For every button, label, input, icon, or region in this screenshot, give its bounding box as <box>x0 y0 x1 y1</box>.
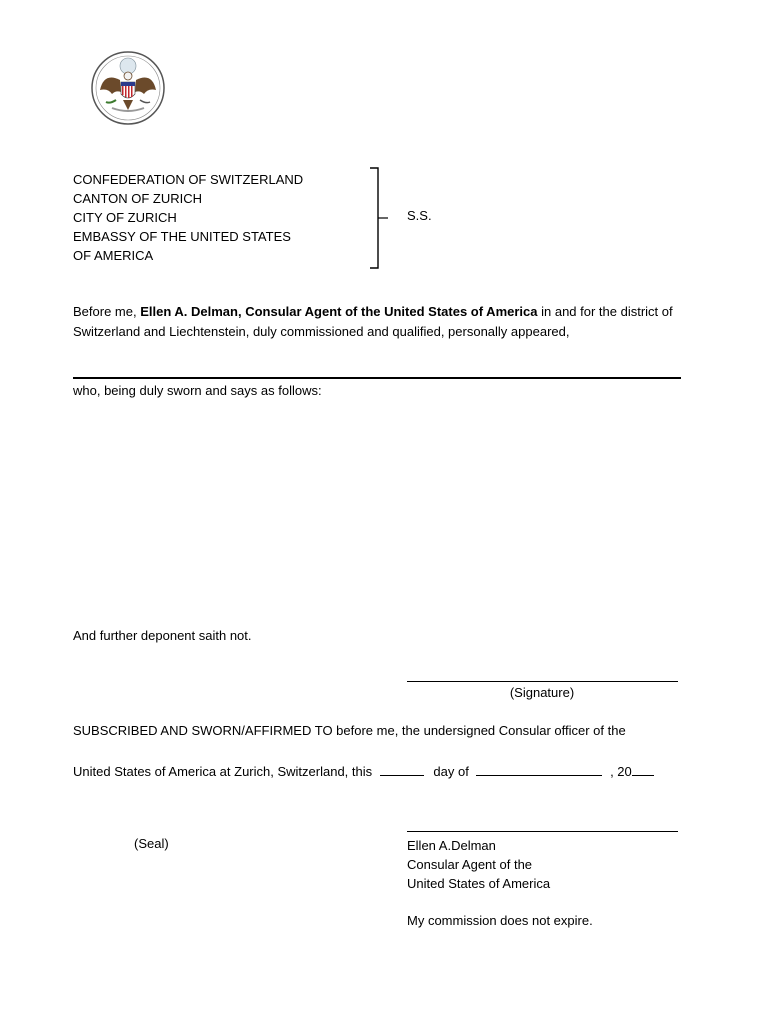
venue-line: EMBASSY OF THE UNITED STATES <box>73 229 291 244</box>
affiant-name-line[interactable] <box>73 377 681 379</box>
officer-name: Ellen A.Delman <box>407 838 496 853</box>
day-of-label: day of <box>433 764 469 779</box>
venue-line: OF AMERICA <box>73 248 154 263</box>
commission-note: My commission does not expire. <box>407 913 593 928</box>
further-deponent-text: And further deponent saith not. <box>73 628 252 643</box>
signature-line[interactable] <box>407 681 678 682</box>
ss-label: S.S. <box>407 208 432 223</box>
signature-label: (Signature) <box>509 685 575 700</box>
officer-signature-line[interactable] <box>407 831 678 832</box>
day-blank[interactable] <box>380 761 424 776</box>
subscribed-sworn-text: SUBSCRIBED AND SWORN/AFFIRMED TO before me, the undersigned Consular officer of the <box>73 723 626 738</box>
officer-title-line1: Consular Agent of the <box>407 857 533 872</box>
intro-prefix: Before me, <box>73 304 141 319</box>
sworn-statement: who, being duly sworn and says as follows: <box>73 383 322 398</box>
great-seal-icon <box>90 50 166 126</box>
year-prefix: , 20 <box>610 764 632 779</box>
venue-block <box>73 170 303 265</box>
intro-paragraph <box>73 302 693 342</box>
venue-line: CONFEDERATION OF SWITZERLAND <box>73 172 304 187</box>
officer-block <box>407 836 550 893</box>
venue-bracket <box>368 166 390 270</box>
officer-title-line2: United States of America <box>407 876 551 891</box>
date-line <box>73 761 654 779</box>
intro-suffix: in and for the district of Switzerland and Liechtenstein, duly commissioned and qualified, personally appeared, <box>73 304 673 339</box>
seal-label: (Seal) <box>134 836 169 851</box>
year-blank[interactable] <box>632 761 654 776</box>
date-line-prefix: United States of America at Zurich, Switzerland, this <box>73 764 373 779</box>
venue-line: CANTON OF ZURICH <box>73 191 203 206</box>
venue-line: CITY OF ZURICH <box>73 210 177 225</box>
intro-consular-agent: Ellen A. Delman, Consular Agent of the United States of America <box>140 304 538 319</box>
month-blank[interactable] <box>476 761 602 776</box>
